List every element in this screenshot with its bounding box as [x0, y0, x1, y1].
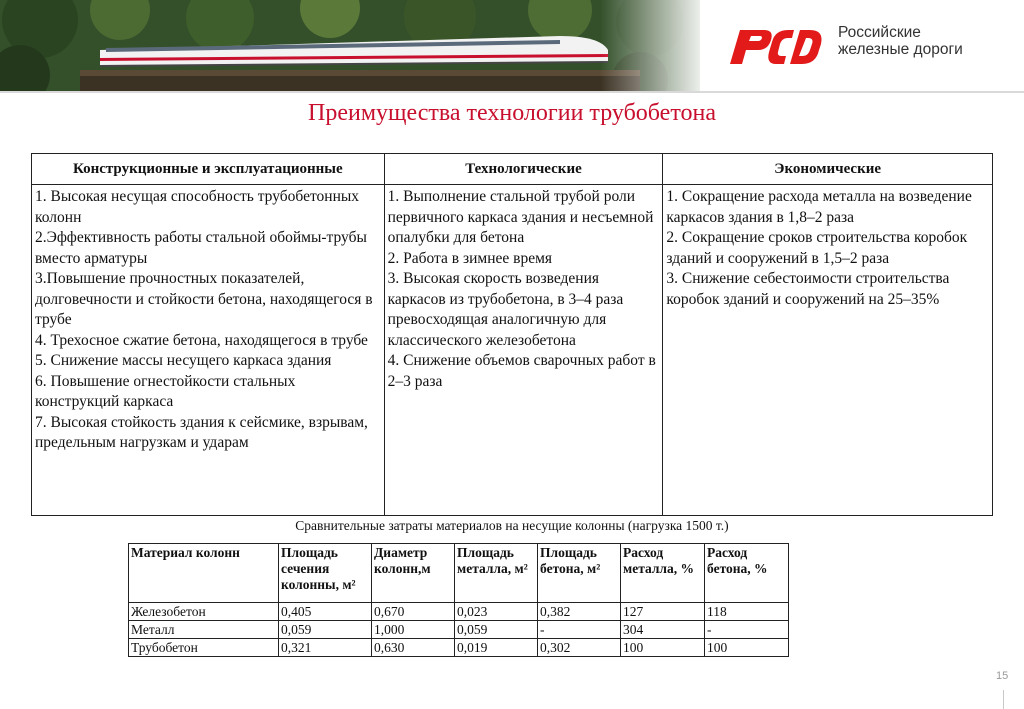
economic-advantages	[663, 185, 993, 516]
comparison-caption: Сравнительные затраты материалов на несущие колонны (нагрузка 1500 т.)	[295, 518, 729, 533]
table-cell: 0,059	[455, 621, 538, 639]
column-header-technological: Технологические	[384, 154, 663, 185]
rzd-logo	[728, 26, 824, 66]
advantages-table	[31, 153, 993, 516]
list-item: 1. Сокращение расхода металла на возведение каркасов здания в 1,8–2 раза	[666, 188, 972, 226]
table-cell: 0,023	[455, 603, 538, 621]
header-metal-area: Площадь металла, м²	[455, 544, 538, 603]
list-item: 3. Снижение себестоимости строительства коробок зданий и сооружений на 25–35%	[666, 270, 950, 308]
header-section-area: Площадь сечения колонны, м²	[279, 544, 372, 603]
header-diameter: Диаметр колонн,м	[372, 544, 455, 603]
comparison-table	[128, 543, 789, 657]
table-cell: 100	[621, 639, 705, 657]
list-item: 4. Трехосное сжатие бетона, находящегося в трубе	[35, 331, 368, 349]
table-cell: 0,059	[279, 621, 372, 639]
table-cell: 0,405	[279, 603, 372, 621]
table-row	[129, 639, 789, 657]
list-item: 5. Снижение массы несущего каркаса здания	[35, 352, 332, 369]
list-item: 6. Повышение огнестойкости стальных конструкций каркаса	[35, 372, 296, 410]
table-cell: -	[705, 621, 789, 639]
table-row	[129, 603, 789, 621]
list-item: 1. Высокая несущая способность трубобетонных колонн	[35, 188, 360, 226]
page-number: 15	[996, 670, 1009, 682]
table-cell: 0,382	[538, 603, 621, 621]
header-material: Материал колонн	[129, 544, 279, 603]
technological-advantages	[384, 185, 663, 516]
table-cell: 304	[621, 621, 705, 639]
list-item: 3. Высокая скорость возведения каркасов из трубобетона, в 3–4 раза превосходящая аналогичную для классического железобетона	[387, 270, 624, 349]
list-item: 3.Повышение прочностных показателей, долговечности и стойкости бетона, находящегося в трубе	[35, 270, 373, 328]
table-cell: Металл	[129, 621, 279, 639]
list-item: 1. Выполнение стальной трубой роли первичного каркаса здания и несъемной опалубки для бетона	[387, 188, 654, 246]
list-item: 2.Эффективность работы стальной обоймы-трубы вместо арматуры	[35, 229, 367, 267]
list-item: 4. Снижение объемов сварочных работ в 2–3 раза	[387, 352, 656, 390]
table-cell: 0,630	[372, 639, 455, 657]
column-header-construction: Конструкционные и эксплуатационные	[32, 154, 385, 185]
list-item: 2. Сокращение сроков строительства коробок зданий и сооружений в 1,5–2 раза	[666, 229, 968, 267]
table-cell: 0,321	[279, 639, 372, 657]
header-concrete-consumption: Расход бетона, %	[705, 544, 789, 603]
table-cell: 1,000	[372, 621, 455, 639]
table-cell: 118	[705, 603, 789, 621]
table-row	[129, 621, 789, 639]
construction-advantages	[32, 185, 385, 516]
table-cell: 0,019	[455, 639, 538, 657]
table-cell: Трубобетон	[129, 639, 279, 657]
list-item: 7. Высокая стойкость здания к сейсмике, взрывам, предельным нагрузкам и ударам	[35, 413, 368, 451]
brand-name	[838, 24, 963, 58]
table-cell: 0,302	[538, 639, 621, 657]
table-cell: 127	[621, 603, 705, 621]
train-photo	[0, 0, 700, 92]
list-item: 2. Работа в зимнее время	[387, 249, 553, 267]
slide-title: Преимущества технологии трубобетона	[308, 100, 716, 126]
header-concrete-area: Площадь бетона, м²	[538, 544, 621, 603]
column-header-economic: Экономические	[663, 154, 993, 185]
brand-line-2: железные дороги	[838, 41, 963, 58]
header	[0, 0, 1024, 92]
table-cell: -	[538, 621, 621, 639]
header-metal-consumption: Расход металла, %	[621, 544, 705, 603]
table-cell: Железобетон	[129, 603, 279, 621]
table-cell: 100	[705, 639, 789, 657]
table-cell: 0,670	[372, 603, 455, 621]
brand-line-1: Российские	[838, 24, 921, 41]
